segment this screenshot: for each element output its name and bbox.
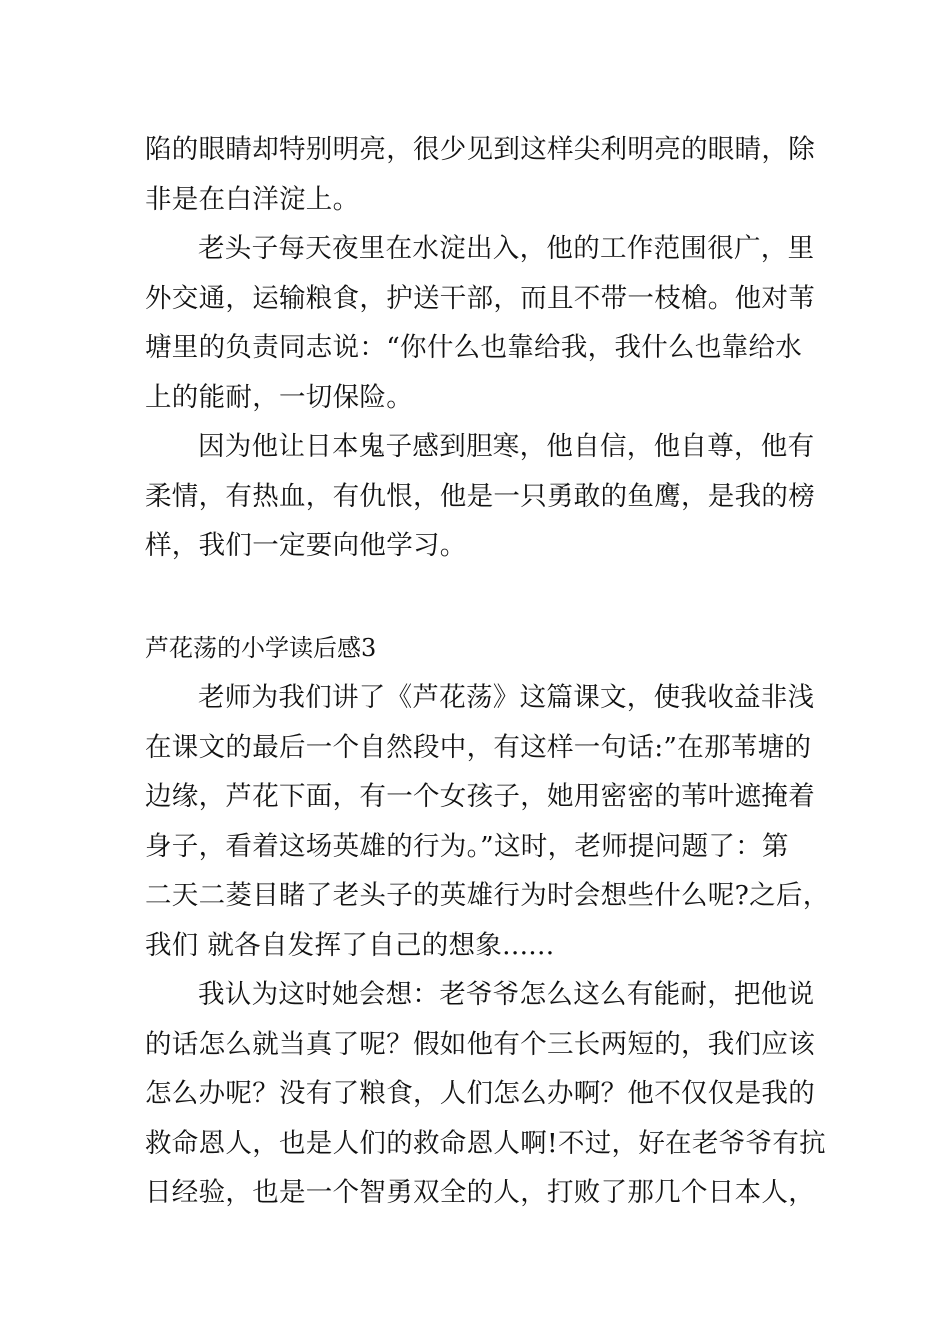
paragraph-3 bbox=[145, 422, 817, 571]
text-line: 非是在白洋淀上。 bbox=[145, 183, 360, 215]
text-line: 边缘，芦花下面，有一个女孩子，她用密密的苇叶遮掩着 bbox=[145, 781, 815, 812]
text-line: 在课文的最后一个自然段中，有这样一句话:”在那苇塘的 bbox=[145, 731, 812, 763]
paragraph-4 bbox=[145, 673, 830, 970]
text-line: 塘里的负责同志说：“你什么也靠给我，我什么也靠给水 bbox=[145, 332, 803, 363]
text-line: 陷的眼睛却特别明亮，很少见到这样尖利明亮的眼睛，除 bbox=[145, 134, 815, 165]
text-line: 救命恩人，也是人们的救命恩人啊!不过，好在老爷爷有抗 bbox=[145, 1127, 826, 1159]
text-line: 上的能耐，一切保险。 bbox=[145, 381, 413, 413]
text-line: 老师为我们讲了《芦花荡》这篇课文，使我收益非浅 bbox=[198, 682, 815, 713]
paragraph-2 bbox=[145, 224, 817, 422]
text-line: 的话怎么就当真了呢？假如他有个三长两短的，我们应该 bbox=[145, 1028, 815, 1060]
text-line: 我认为这时她会想：老爷爷怎么这么有能耐，把他说 bbox=[198, 979, 815, 1010]
text-line: 怎么办呢？没有了粮食，人们怎么办啊？他不仅仅是我的 bbox=[145, 1078, 815, 1109]
section-2 bbox=[145, 673, 830, 1218]
section-1 bbox=[145, 125, 817, 571]
paragraph-5 bbox=[145, 970, 826, 1218]
text-line: 外交通，运输粮食，护送干部，而且不带一枝槍。他对苇 bbox=[145, 282, 815, 314]
text-line: 样，我们一定要向他学习。 bbox=[145, 530, 467, 561]
text-line: 身子，看着这场英雄的行为。”这时，老师提问题了：第 bbox=[145, 830, 789, 862]
text-line: 因为他让日本鬼子感到胆寒，他自信，他自尊，他有 bbox=[198, 431, 815, 462]
text-line: 我们 就各自发挥了自己的想象...... bbox=[145, 929, 555, 961]
text-line: 老头子每天夜里在水淀出入，他的工作范围很广，里 bbox=[198, 233, 815, 264]
text-line: 柔情，有热血，有仇恨，他是一只勇敢的鱼鹰，是我的榜 bbox=[145, 480, 815, 512]
section-heading: 芦花荡的小学读后感3 bbox=[145, 634, 377, 662]
paragraph-1 bbox=[145, 125, 817, 224]
text-line: 二天二菱目睹了老头子的英雄行为时会想些什么呢?之后， bbox=[145, 880, 830, 911]
text-line: 日经验，也是一个智勇双全的人，打败了那几个日本人， bbox=[145, 1177, 815, 1208]
